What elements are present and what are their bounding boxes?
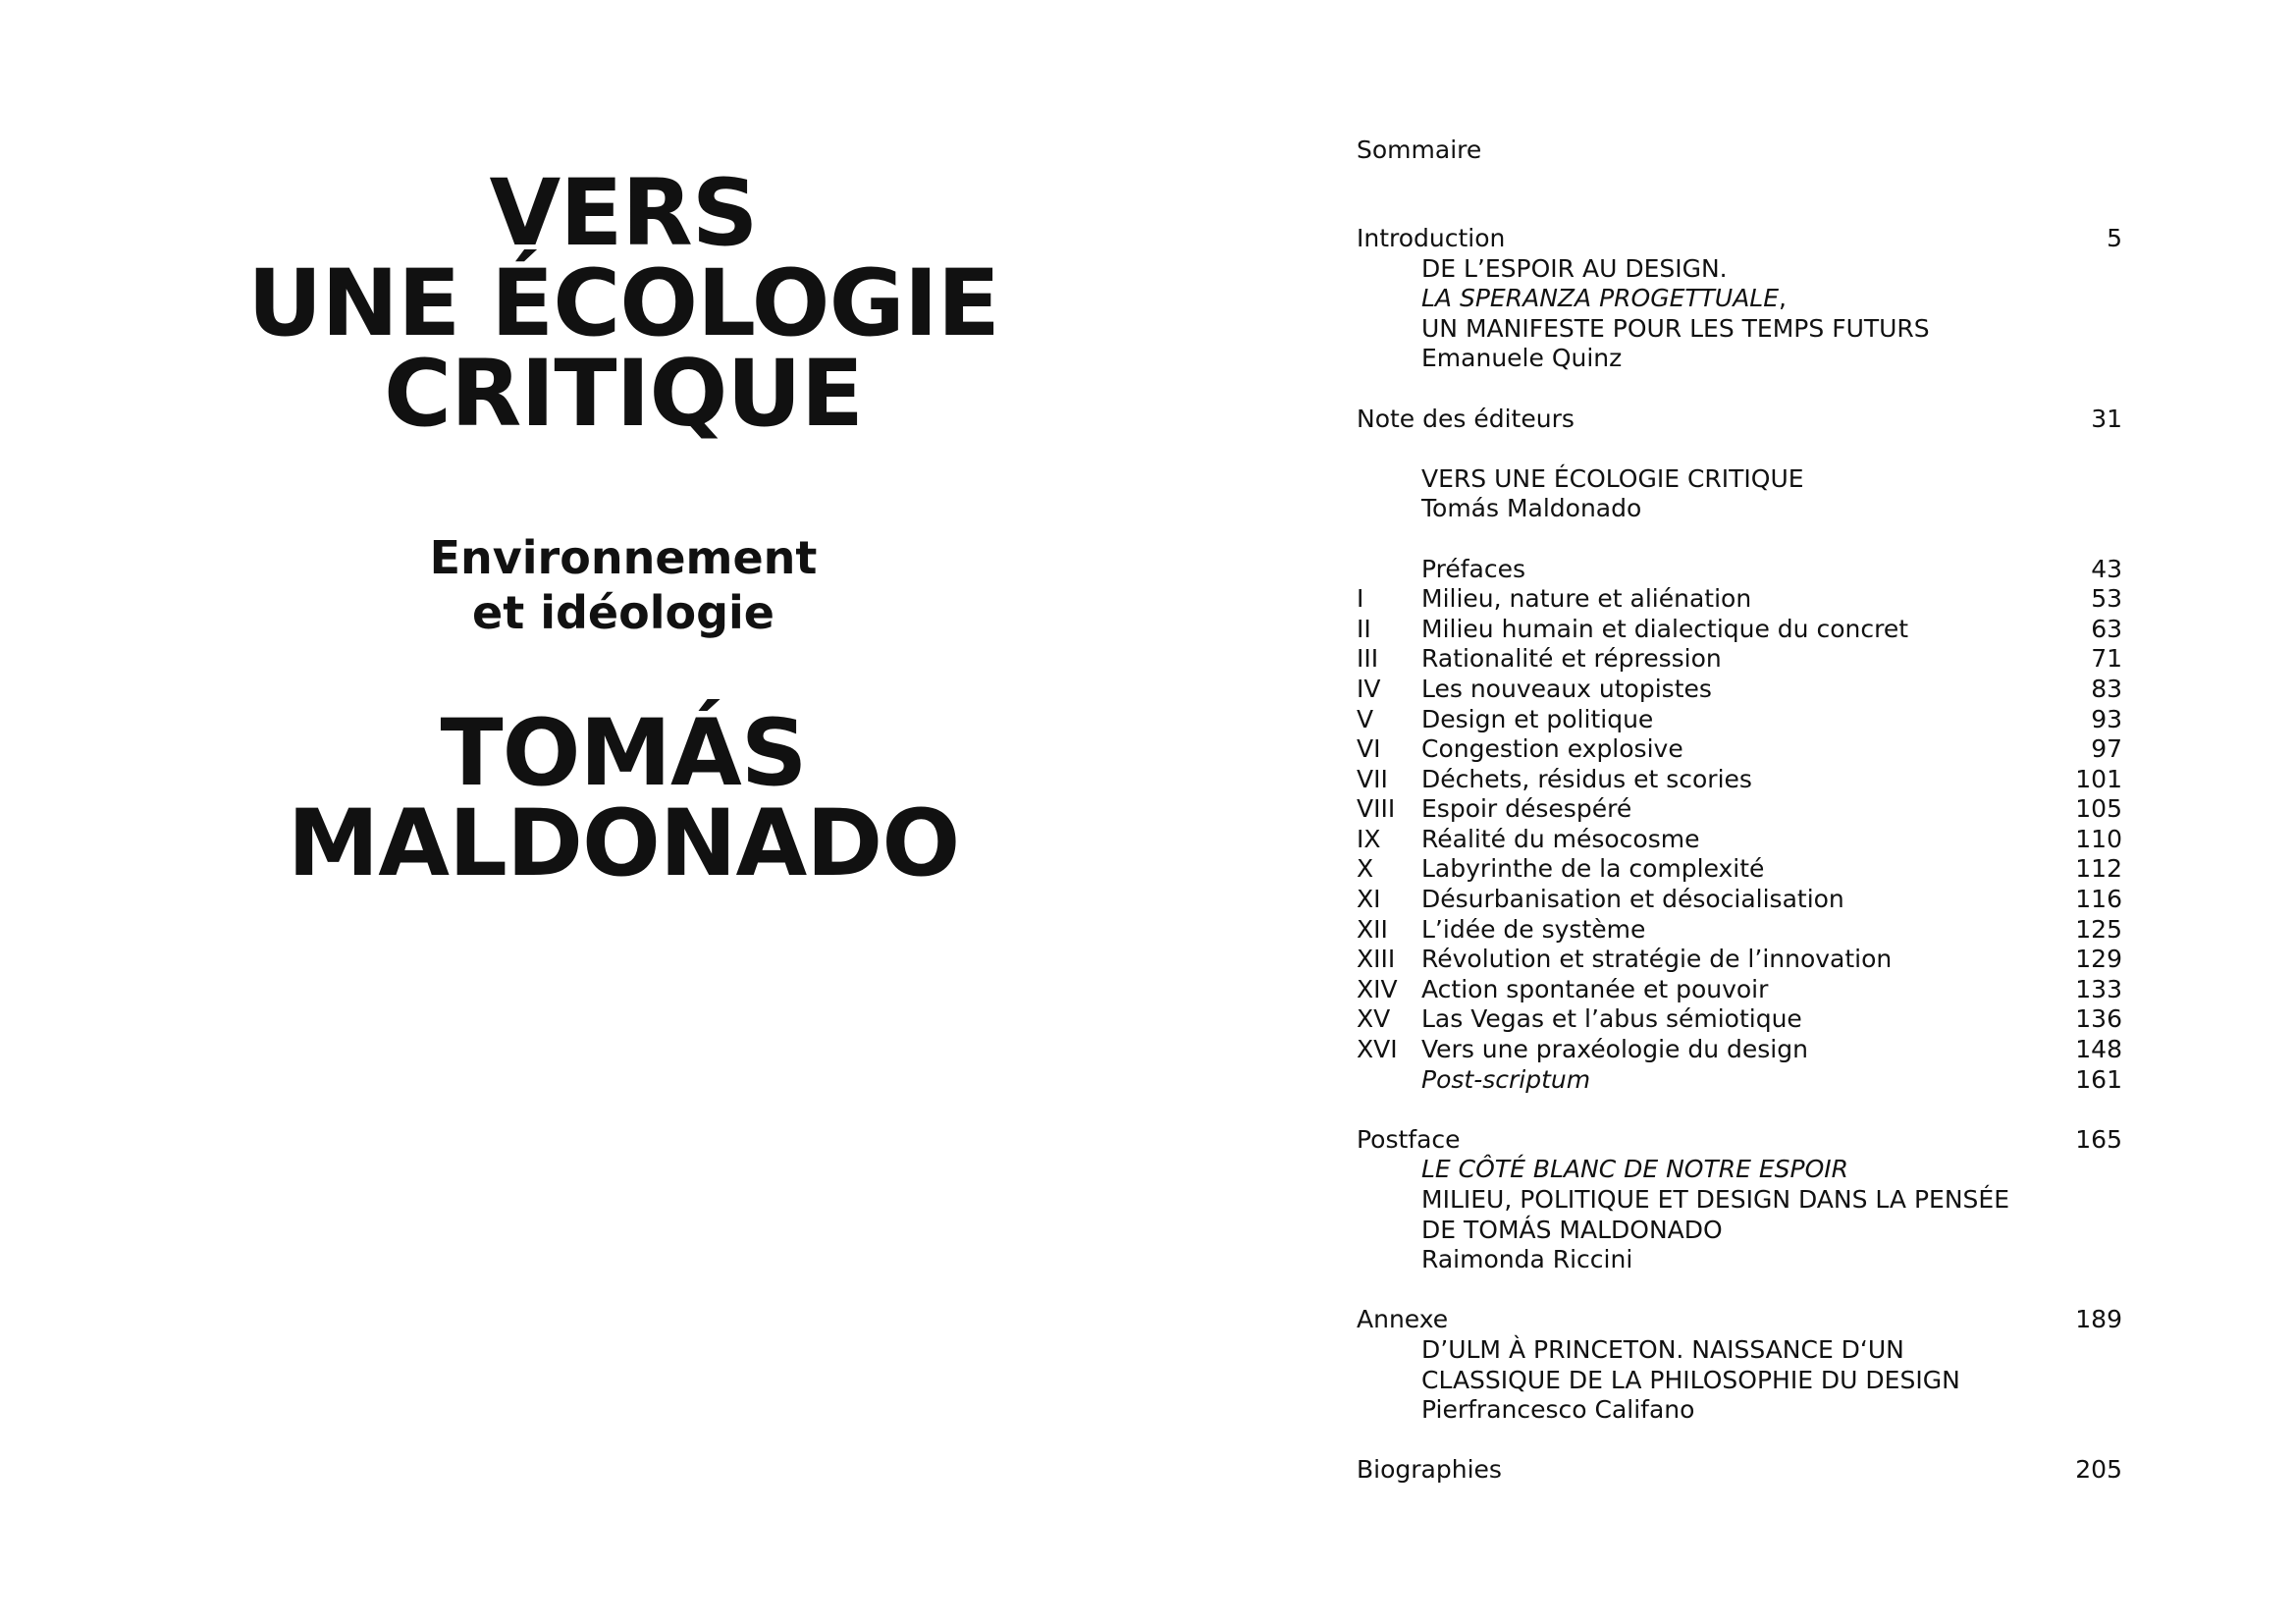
toc-subline-author (1357, 1245, 2122, 1275)
chapter-number: III (1357, 644, 1379, 674)
toc-chapter-row (1357, 915, 2122, 946)
toc-spacer (1357, 524, 2122, 555)
chapter-title: Congestion explosive (1421, 734, 1683, 764)
toc-chapter-row (1357, 854, 2122, 885)
chapter-title: Révolution et stratégie de l’innovation (1421, 945, 1893, 974)
toc-entry-note (1357, 405, 2122, 435)
toc-spacer (1357, 434, 2122, 464)
chapter-number: V (1357, 704, 1374, 733)
chapter-number: X (1357, 854, 1374, 884)
toc-subline (1357, 314, 2122, 345)
toc-spacer (1357, 374, 2122, 405)
toc-chapter-row (1357, 975, 2122, 1005)
toc-entry-label: Annexe (1357, 1305, 1449, 1334)
chapter-title: Déchets, résidus et scories (1421, 764, 1752, 793)
toc-chapter-row (1357, 1035, 2122, 1065)
toc-page-number: 136 (2075, 1004, 2122, 1034)
toc-entry-biographies (1357, 1455, 2122, 1486)
toc-subline (1357, 1155, 2122, 1185)
chapter-number: IV (1357, 674, 1381, 703)
toc-punctuation: , (1779, 284, 1787, 313)
toc-page-number: 165 (2075, 1124, 2122, 1154)
toc-subline-author (1357, 344, 2122, 374)
chapter-title: Labyrinthe de la complexité (1421, 854, 1765, 884)
toc-author-name: Tomás Maldonado (1421, 494, 1642, 523)
toc-entry-label: Biographies (1357, 1455, 1502, 1485)
toc-entry-prefaces (1357, 555, 2122, 585)
toc-entry-label: Préfaces (1421, 554, 1526, 583)
toc-subline (1357, 1335, 2122, 1366)
toc-chapter-row (1357, 644, 2122, 675)
book-title-line: CRITIQUE (384, 341, 863, 448)
toc-page-number: 105 (2075, 794, 2122, 824)
book-author-line: TOMÁS (440, 700, 807, 807)
chapter-number: XIII (1357, 945, 1396, 974)
toc-chapter-row (1357, 825, 2122, 855)
toc-chapter-row (1357, 1004, 2122, 1035)
toc-page-number: 148 (2075, 1035, 2122, 1064)
toc-chapter-row (1357, 615, 2122, 645)
book-title-line: VERS (489, 160, 758, 267)
toc-subline (1357, 1366, 2122, 1396)
book-subtitle-line: et idéologie (472, 586, 774, 639)
toc-italic-title: LE CÔTÉ BLANC DE NOTRE ESPOIR (1421, 1155, 1849, 1184)
toc-entry-label: Postface (1357, 1124, 1461, 1154)
toc-page-number: 83 (2091, 674, 2122, 703)
toc-page-number: 43 (2091, 554, 2122, 583)
toc-entry-postface (1357, 1125, 2122, 1156)
toc-chapter-row (1357, 885, 2122, 915)
toc-entry-annexe (1357, 1305, 2122, 1335)
toc-heading: Sommaire (1357, 135, 1482, 164)
chapter-title: L’idée de système (1421, 914, 1646, 944)
toc-page-number: 5 (2107, 224, 2122, 252)
chapter-title: Désurbanisation et désocialisation (1421, 885, 1844, 914)
chapter-title: Rationalité et répression (1421, 644, 1722, 674)
chapter-title: Las Vegas et l’abus sémiotique (1421, 1004, 1802, 1034)
toc-page-number: 71 (2091, 644, 2122, 674)
chapter-title: Vers une praxéologie du design (1421, 1035, 1808, 1064)
chapter-number: XII (1357, 914, 1388, 944)
chapter-title: Design et politique (1421, 704, 1654, 733)
toc-chapter-row (1357, 765, 2122, 795)
toc-subline-text: D’ULM À PRINCETON. NAISSANCE D‘UN (1421, 1334, 1904, 1364)
toc-page-number: 205 (2075, 1455, 2122, 1485)
chapter-number: VI (1357, 734, 1381, 764)
toc-page-number: 116 (2075, 885, 2122, 914)
chapter-number: XVI (1357, 1035, 1398, 1064)
toc-page-number: 63 (2091, 614, 2122, 643)
toc-author-name: Pierfrancesco Califano (1421, 1395, 1695, 1425)
chapter-number: VIII (1357, 794, 1396, 824)
chapter-number: VII (1357, 764, 1388, 793)
toc-page-number: 161 (2075, 1064, 2122, 1094)
toc-page-number: 125 (2075, 914, 2122, 944)
toc-page-number: 53 (2091, 584, 2122, 614)
toc-subline (1357, 254, 2122, 285)
toc-entry-label: Post-scriptum (1421, 1064, 1591, 1094)
toc-chapter-row (1357, 794, 2122, 825)
toc-chapter-row (1357, 705, 2122, 735)
toc-subline (1357, 464, 2122, 495)
toc-subline (1357, 1216, 2122, 1246)
toc-page-number: 112 (2075, 854, 2122, 884)
chapter-title: Les nouveaux utopistes (1421, 674, 1712, 703)
chapter-title: Réalité du mésocosme (1421, 824, 1700, 853)
book-subtitle-line: Environnement (429, 531, 818, 584)
toc-entry-postscriptum (1357, 1065, 2122, 1096)
chapter-number: XV (1357, 1004, 1391, 1034)
toc-italic-title: LA SPERANZA PROGETTUALE (1421, 284, 1780, 313)
toc-entry-label: Note des éditeurs (1357, 404, 1575, 433)
toc-subline-text: DE TOMÁS MALDONADO (1421, 1215, 1723, 1244)
chapter-number: I (1357, 584, 1364, 614)
toc-spacer (1357, 1426, 2122, 1456)
book-title (0, 160, 1247, 448)
toc-subline-author (1357, 494, 2122, 524)
toc-subline-author (1357, 1395, 2122, 1426)
book-author (0, 700, 1247, 897)
toc-page-number: 31 (2091, 404, 2122, 433)
toc-subline-text: DE L’ESPOIR AU DESIGN. (1421, 253, 1728, 283)
toc-author-name: Emanuele Quinz (1421, 344, 1623, 373)
toc-page-number: 133 (2075, 974, 2122, 1003)
toc-author-name: Raimonda Riccini (1421, 1245, 1633, 1274)
toc-subline (1357, 284, 2122, 314)
toc-subline-text (1421, 284, 1787, 314)
toc-entry-label: Introduction (1357, 224, 1506, 252)
chapter-number: II (1357, 614, 1371, 643)
right-page (1357, 0, 2122, 1624)
toc-chapter-row (1357, 675, 2122, 705)
toc-subline-text: CLASSIQUE DE LA PHILOSOPHIE DU DESIGN (1421, 1365, 1960, 1394)
toc-page-number: 189 (2075, 1305, 2122, 1334)
toc-spacer (1357, 1095, 2122, 1125)
toc-chapter-row (1357, 734, 2122, 765)
book-subtitle (0, 530, 1247, 640)
toc-page-number: 110 (2075, 824, 2122, 853)
chapter-number: XIV (1357, 974, 1398, 1003)
chapter-title: Milieu, nature et aliénation (1421, 584, 1752, 614)
book-author-line: MALDONADO (287, 790, 960, 897)
chapter-title: Milieu humain et dialectique du concret (1421, 614, 1909, 643)
chapter-title: Action spontanée et pouvoir (1421, 974, 1769, 1003)
toc-chapter-row (1357, 584, 2122, 615)
chapter-number: IX (1357, 824, 1381, 853)
toc-subline-text: UN MANIFESTE POUR LES TEMPS FUTURS (1421, 313, 1930, 343)
toc-spacer (1357, 1275, 2122, 1306)
toc-page-number: 93 (2091, 704, 2122, 733)
table-of-contents (1357, 224, 2122, 1486)
toc-page-number: 101 (2075, 764, 2122, 793)
chapter-title: Espoir désespéré (1421, 794, 1632, 824)
toc-entry-introduction (1357, 224, 2122, 254)
toc-subline-text: VERS UNE ÉCOLOGIE CRITIQUE (1421, 463, 1804, 493)
toc-subline (1357, 1185, 2122, 1216)
toc-page-number: 129 (2075, 945, 2122, 974)
chapter-number: XI (1357, 885, 1381, 914)
toc-page-number: 97 (2091, 734, 2122, 764)
toc-subline-text: MILIEU, POLITIQUE ET DESIGN DANS LA PENSÉE (1421, 1185, 2009, 1214)
book-title-line: UNE ÉCOLOGIE (247, 250, 999, 357)
toc-chapter-row (1357, 945, 2122, 975)
